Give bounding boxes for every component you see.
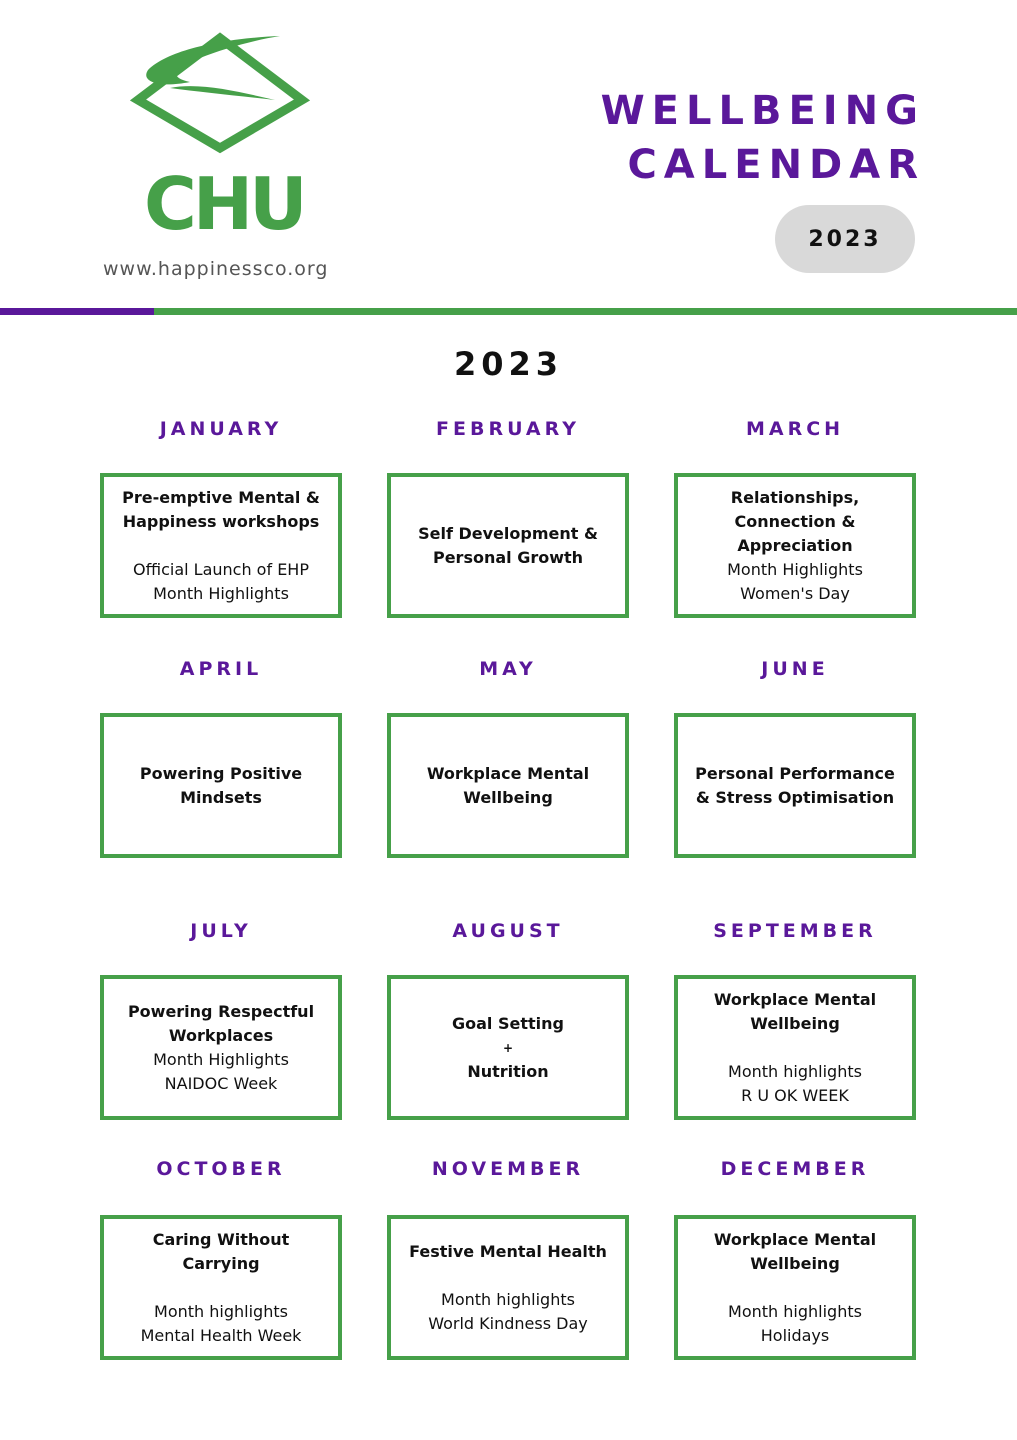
year-badge: 2023 [775, 205, 915, 273]
month-theme-line: Personal Growth [432, 547, 584, 567]
month-theme-line: Powering Respectful [127, 1001, 315, 1021]
month-theme-line: Workplaces [168, 1025, 274, 1045]
month-label-september: SEPTEMBER [713, 920, 877, 942]
month-label-january: JANUARY [159, 418, 283, 440]
logo-text: CHU [144, 162, 304, 246]
month-highlight-line: Mental Health Week [140, 1325, 302, 1345]
month-theme-line: Pre-emptive Mental & [122, 487, 320, 507]
month-theme-line: Powering Positive [139, 763, 303, 783]
month-highlight-line: World Kindness Day [428, 1313, 588, 1333]
month-box-october [100, 1215, 342, 1360]
month-box-may [387, 713, 629, 858]
divider-purple [0, 308, 154, 315]
month-label-august: AUGUST [452, 920, 564, 942]
month-theme-line: Connection & [734, 511, 856, 531]
month-highlight-line: Women's Day [740, 583, 850, 603]
month-label-february: FEBRUARY [436, 418, 580, 440]
month-highlight-line: NAIDOC Week [164, 1073, 278, 1093]
month-theme-line: Appreciation [737, 535, 853, 555]
month-theme-line: Workplace Mental [713, 1229, 877, 1249]
month-label-june: JUNE [761, 658, 829, 680]
month-theme-line: Happiness workshops [122, 511, 320, 531]
month-box-february [387, 473, 629, 618]
month-highlight-line: Official Launch of EHP [133, 559, 309, 579]
month-theme-plus: + [502, 1040, 514, 1055]
swoosh-diamond-icon [130, 30, 310, 160]
month-theme-line: & Stress Optimisation [695, 787, 895, 807]
title-line-1: WELLBEING [600, 88, 925, 134]
chu-logo [130, 30, 310, 246]
month-theme-line: Carrying [182, 1253, 260, 1273]
month-highlight-line: R U OK WEEK [741, 1085, 849, 1105]
month-label-december: DECEMBER [720, 1158, 870, 1180]
month-theme-line: Mindsets [180, 787, 262, 807]
month-box-december [674, 1215, 916, 1360]
month-box-april [100, 713, 342, 858]
month-highlight-line: Month Highlights [153, 583, 289, 603]
month-highlight-line: Month Highlights [727, 559, 863, 579]
month-theme-line: Caring Without [152, 1229, 290, 1249]
website-link[interactable]: www.happinessco.org [103, 258, 329, 280]
divider-green [154, 308, 1017, 315]
month-highlight-line: Holidays [760, 1325, 830, 1345]
month-label-october: OCTOBER [156, 1158, 286, 1180]
month-label-may: MAY [479, 658, 537, 680]
month-box-march [674, 473, 916, 618]
month-theme-line: Wellbeing [750, 1253, 840, 1273]
month-box-july [100, 975, 342, 1120]
month-box-august [387, 975, 629, 1120]
month-theme-line: Workplace Mental [713, 989, 877, 1009]
month-highlight-line: Month highlights [728, 1301, 862, 1321]
month-highlight-line: Month highlights [728, 1061, 862, 1081]
title-line-2: CALENDAR [627, 142, 925, 188]
month-theme-line: Workplace Mental [426, 763, 590, 783]
month-theme-line: Wellbeing [463, 787, 553, 807]
month-box-june [674, 713, 916, 858]
month-box-january [100, 473, 342, 618]
month-label-march: MARCH [745, 418, 845, 440]
month-label-april: APRIL [179, 658, 263, 680]
month-highlight-line: Month highlights [441, 1289, 575, 1309]
month-highlight-line: Month highlights [154, 1301, 288, 1321]
month-theme-line: Wellbeing [750, 1013, 840, 1033]
month-highlight-line: Month Highlights [153, 1049, 289, 1069]
calendar-year-heading: 2023 [453, 345, 564, 383]
month-label-november: NOVEMBER [431, 1158, 585, 1180]
month-theme-line: Self Development & [418, 523, 598, 543]
month-label-july: JULY [190, 920, 252, 942]
month-theme-line: Relationships, [730, 487, 860, 507]
month-theme-line: Goal Setting [452, 1013, 564, 1033]
month-box-november [387, 1215, 629, 1360]
month-theme-line: Personal Performance [695, 763, 895, 783]
month-box-september [674, 975, 916, 1120]
page-title [601, 84, 925, 192]
month-theme-line: Nutrition [467, 1061, 549, 1081]
month-theme-line: Festive Mental Health [409, 1241, 607, 1261]
